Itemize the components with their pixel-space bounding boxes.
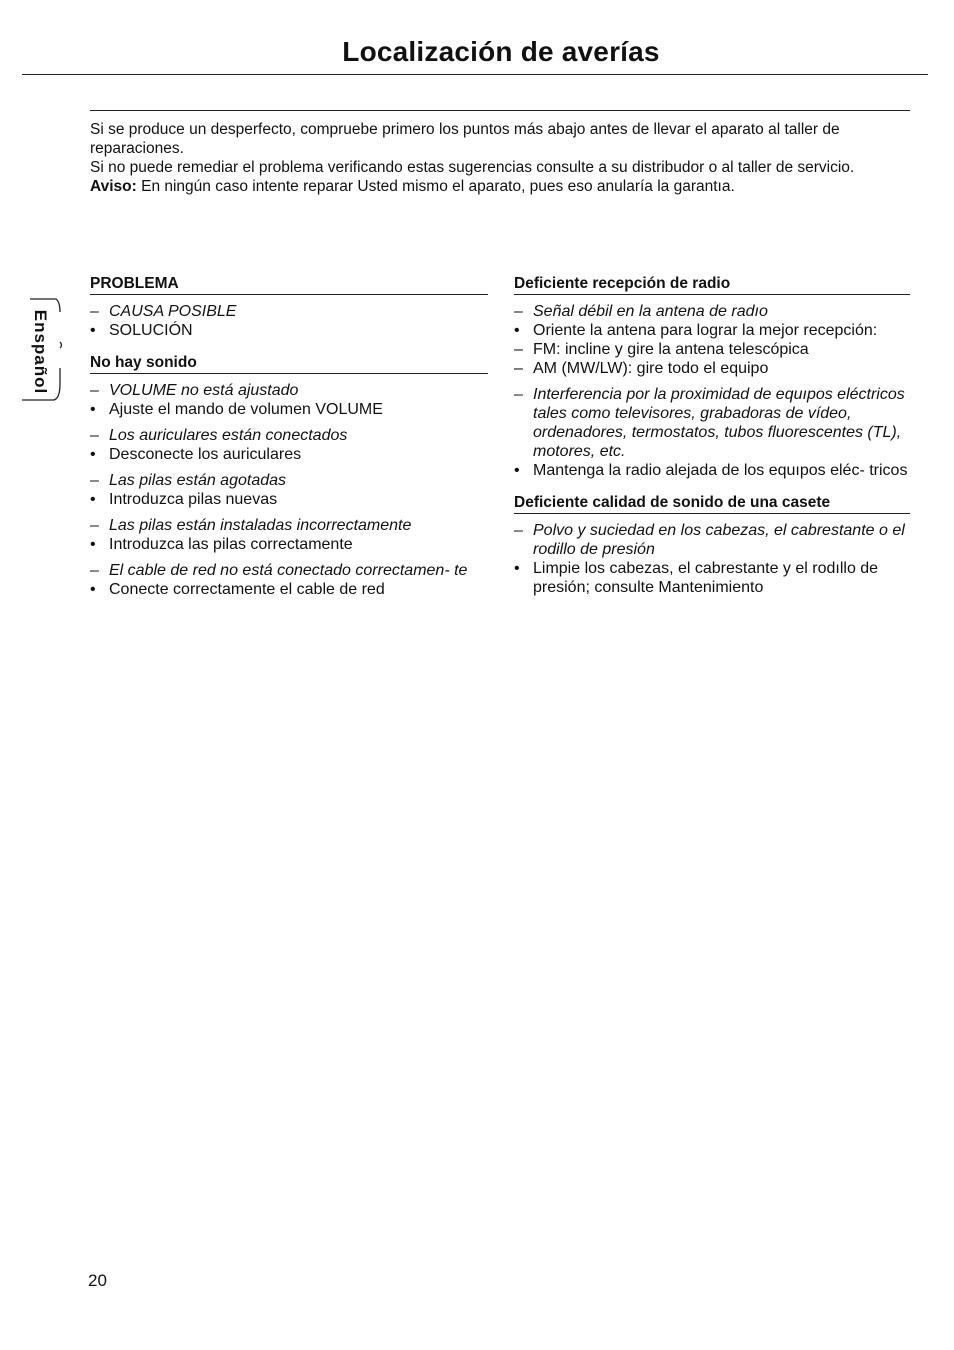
solution-text: Desconecte los auriculares	[109, 446, 302, 463]
list-item	[90, 381, 488, 419]
dash-marker: –	[514, 360, 523, 377]
dash-marker: –	[514, 303, 523, 320]
dash-marker: –	[514, 522, 523, 539]
cause-line	[514, 302, 912, 321]
cause-text: Polvo y suciedad en los cabezas, el cabrestante o el rodillo de presión	[533, 522, 905, 558]
language-side-tab	[18, 298, 66, 402]
solution-text: Conecte correctamente el cable de red	[109, 581, 385, 598]
cause-line	[90, 471, 488, 490]
bullet-marker: •	[514, 462, 520, 479]
warning-text: En ningún caso intente reparar Usted mismo el aparato, pues eso anularía la garantıa.	[136, 178, 735, 195]
solution-text: Introduzca pilas nuevas	[109, 491, 278, 508]
solution-line	[514, 321, 912, 340]
radio-heading: Deficiente recepción de radio	[514, 274, 910, 295]
list-item	[90, 516, 488, 554]
intro-paragraph-2: Si no puede remediar el problema verificando estas sugerencias consulte a su distribudor o al taller de servicio.	[90, 159, 855, 176]
page-number: 20	[88, 1271, 107, 1290]
cause-text: Las pilas están agotadas	[109, 472, 287, 489]
intro-warning	[90, 177, 912, 196]
cause-line	[90, 561, 488, 580]
no-sound-heading: No hay sonido	[90, 353, 488, 374]
cause-text: VOLUME no está ajustado	[109, 382, 299, 399]
warning-label: Aviso:	[90, 178, 137, 195]
solution-line	[90, 580, 488, 599]
bullet-marker: •	[90, 536, 96, 553]
dash-marker: –	[90, 303, 99, 320]
cause-line	[90, 516, 488, 535]
cause-line	[514, 385, 912, 461]
dash-marker: –	[90, 472, 99, 489]
dash-marker: –	[514, 341, 523, 358]
intro-text	[90, 120, 912, 196]
list-item	[90, 471, 488, 509]
sub-solution-line	[514, 340, 912, 359]
intro-paragraph-1: Si se produce un desperfecto, compruebe primero los puntos más abajo antes de llevar el aparato al taller de reparaciones.	[90, 121, 840, 157]
legend-cause-text: CAUSA POSIBLE	[109, 303, 237, 320]
legend-solution-text: SOLUCIÓN	[109, 322, 193, 339]
solution-text: Limpie los cabezas, el cabrestante y el rodıllo de presión; consulte Mantenimiento	[533, 560, 879, 596]
legend-solution	[90, 321, 488, 340]
solution-line	[90, 445, 488, 464]
page-title: Localización de averías	[342, 36, 660, 67]
bullet-marker: •	[90, 446, 96, 463]
bullet-marker: •	[90, 581, 96, 598]
right-column	[514, 274, 912, 604]
list-item	[90, 561, 488, 599]
solution-line	[514, 461, 912, 480]
sub-solution-text: FM: incline y gire la antena telescópica	[533, 341, 809, 358]
solution-text: Introduzca las pilas correctamente	[109, 536, 353, 553]
solution-line	[90, 490, 488, 509]
intro-rule	[90, 110, 910, 111]
solution-text: Mantenga la radio alejada de los equıpos eléc- tricos	[533, 462, 908, 479]
bullet-marker: •	[514, 322, 520, 339]
dash-marker: –	[90, 382, 99, 399]
cause-text: Los auriculares están conectados	[109, 427, 348, 444]
solution-line	[514, 559, 912, 597]
solution-text: Oriente la antena para lograr la mejor recepción:	[533, 322, 878, 339]
bullet-marker: •	[90, 401, 96, 418]
cause-text: Interferencia por la proximidad de equıpos eléctricos tales como televisores, grabadoras de vídeo, ordenadores, termostatos, tubos fluorescentes (TL), motores, etc.	[533, 386, 905, 460]
list-item	[514, 385, 912, 480]
solution-line	[90, 535, 488, 554]
left-column	[90, 274, 488, 606]
sub-solution-text: AM (MW/LW): gire todo el equipo	[533, 360, 769, 377]
title-rule	[22, 74, 928, 75]
list-item	[514, 521, 912, 597]
legend-heading: PROBLEMA	[90, 274, 488, 295]
cause-text: Las pilas están instaladas incorrectamente	[109, 517, 412, 534]
cause-line	[90, 426, 488, 445]
bullet-marker: •	[514, 560, 520, 577]
cause-text: Señal débil en la antena de radıo	[533, 303, 768, 320]
dash-marker: –	[90, 562, 99, 579]
sub-solution-line	[514, 359, 912, 378]
side-tab-label: Enspañol	[31, 309, 50, 395]
list-item	[90, 426, 488, 464]
list-item	[514, 302, 912, 378]
dash-marker: –	[90, 427, 99, 444]
legend-cause	[90, 302, 488, 321]
solution-line	[90, 400, 488, 419]
cause-line	[514, 521, 912, 559]
bullet-marker: •	[90, 491, 96, 508]
bullet-marker: •	[90, 322, 96, 339]
cause-line	[90, 381, 488, 400]
dash-marker: –	[90, 517, 99, 534]
cause-text: El cable de red no está conectado correctamen- te	[109, 562, 468, 579]
legend-block	[90, 302, 488, 340]
dash-marker: –	[514, 386, 523, 403]
solution-text: Ajuste el mando de volumen VOLUME	[109, 401, 383, 418]
cassette-heading: Deficiente calidad de sonido de una casete	[514, 493, 910, 514]
